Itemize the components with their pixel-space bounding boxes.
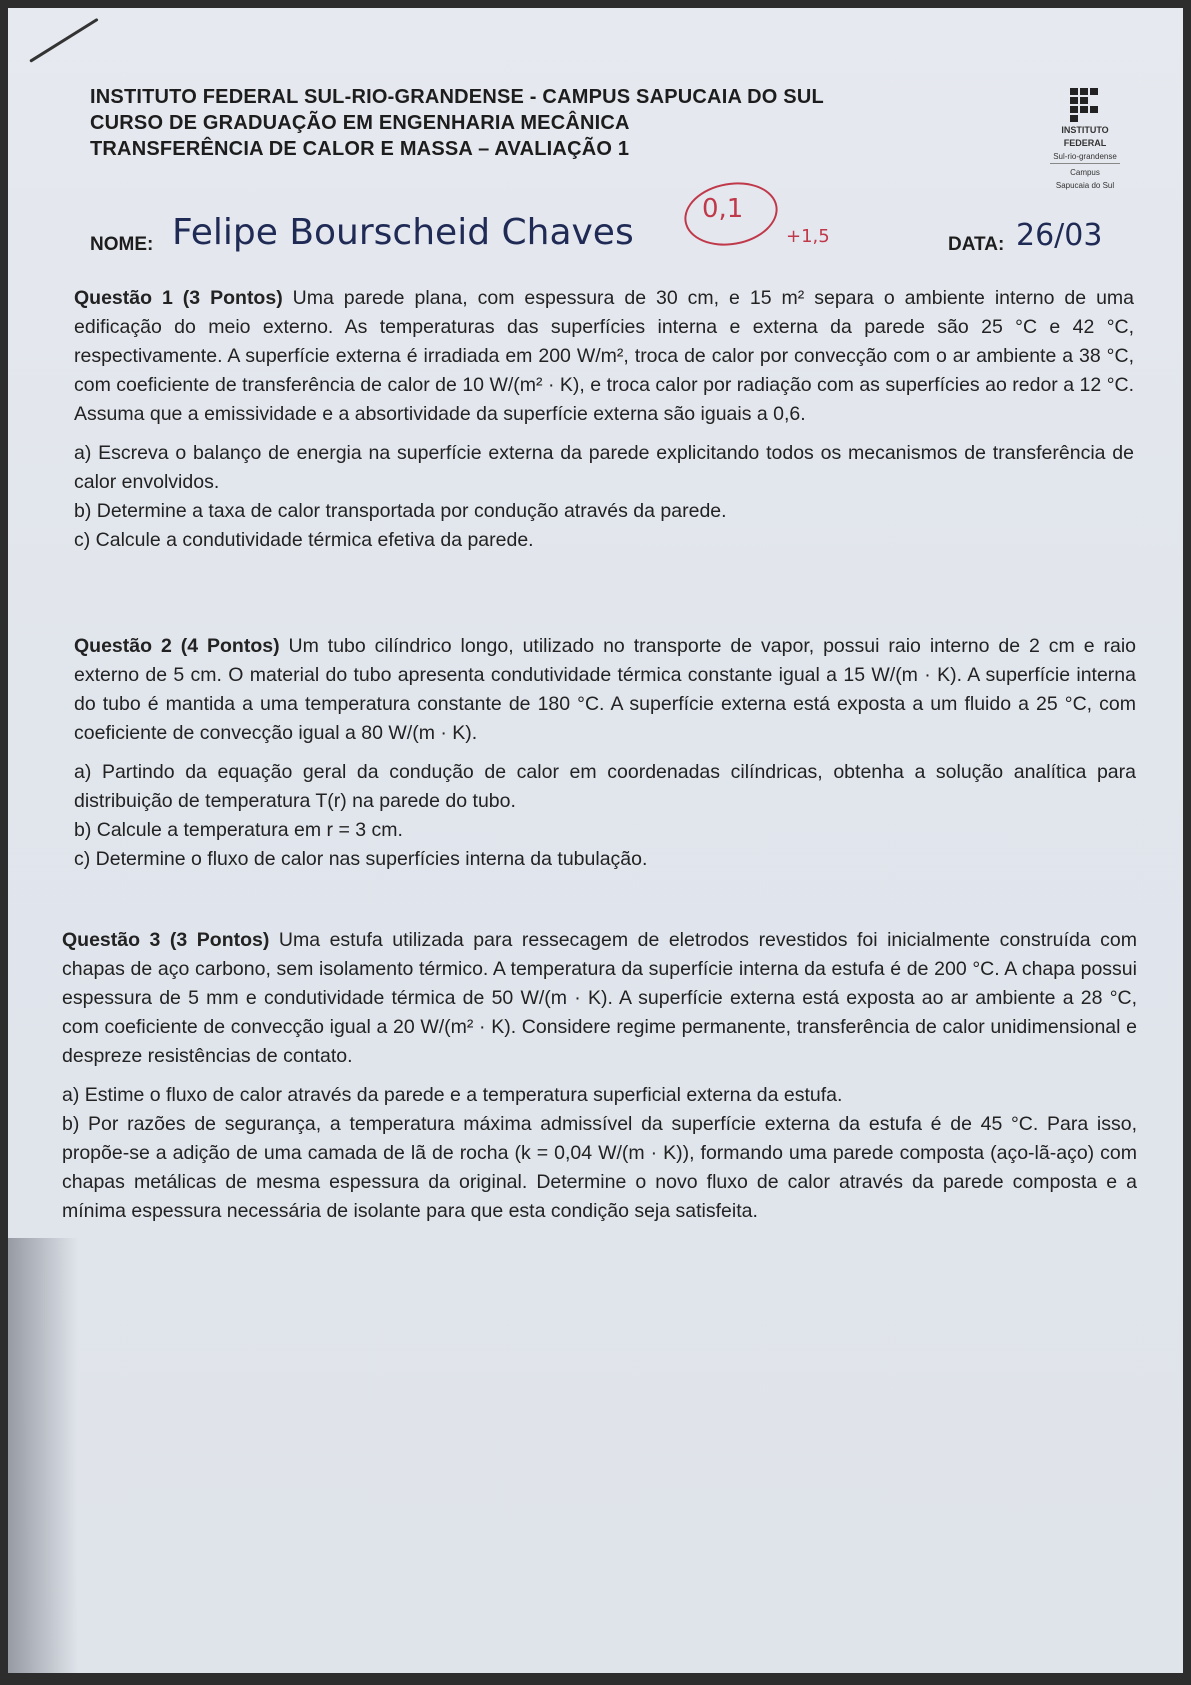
question-1	[74, 284, 1134, 555]
question-1-b: b) Determine a taxa de calor transportada por condução através da parede.	[74, 500, 727, 522]
student-name: Felipe Bourscheid Chaves	[172, 212, 634, 253]
logo-grid-icon	[1070, 88, 1100, 122]
question-2-title: Questão 2 (4 Pontos)	[74, 635, 280, 657]
question-3-body: Uma estufa utilizada para ressecagem de eletrodos revestidos foi inicialmente construída com chapas de aço carbono, sem isolamento térmico. A temperatura da superfície interna da estufa é de 200 °C. A chapa possui espessura de 5 mm e condutividade térmica de 50 W/(m · K). A superfície externa está exposta ao ar ambiente a 28 °C, com coeficiente de convecção igual a 20 W/(m² · K). Considere regime permanente, transferência de calor unidimensional e despreze resistências de contato.	[62, 929, 1137, 1067]
question-1-body: Uma parede plana, com espessura de 30 cm, e 15 m² separa o ambiente interno de uma edificação do meio externo. As temperaturas das superfícies interna e externa da parede são 25 °C e 42 °C, respectivamente. A superfície externa é irradiada em 200 W/m², troca de calor por convecção com o ar ambiente a 38 °C, com coeficiente de transferência de calor de 10 W/(m² · K), e troca calor por radiação com as superfícies ao redor a 12 °C. Assuma que a emissividade e a absortividade da superfície externa são iguais a 0,6.	[74, 287, 1135, 425]
question-2-body: Um tubo cilíndrico longo, utilizado no transporte de vapor, possui raio interno de 2 cm e raio externo de 5 cm. O material do tubo apresenta condutividade térmica constante igual a 15 W/(m · K). A superfície interna do tubo é mantida a uma temperatura constante de 180 °C. A superfície externa está exposta a um fluido a 25 °C, com coeficiente de convecção igual a 80 W/(m · K).	[74, 635, 1137, 744]
institution-title: INSTITUTO FEDERAL SUL-RIO-GRANDENSE - CAMPUS SAPUCAIA DO SUL	[90, 86, 824, 108]
name-row	[90, 212, 1170, 268]
institute-logo	[1040, 88, 1130, 198]
logo-text-1: INSTITUTO	[1061, 125, 1109, 135]
exam-title: TRANSFERÊNCIA DE CALOR E MASSA – AVALIAÇÃO 1	[90, 138, 630, 160]
page-shadow	[8, 1238, 78, 1673]
question-1-c: c) Calcule a condutividade térmica efetiva da parede.	[74, 529, 534, 551]
question-3	[62, 926, 1137, 1226]
question-3-title: Questão 3 (3 Pontos)	[62, 929, 270, 951]
logo-text-3: Sul-rio-grandense	[1053, 152, 1117, 161]
question-2-a: a) Partindo da equação geral da condução de calor em coordenadas cilíndricas, obtenha a solução analítica para distribuição de temperatura T(r) na parede do tubo.	[74, 761, 1136, 812]
logo-text-4: Campus	[1070, 168, 1100, 177]
question-3-a: a) Estime o fluxo de calor através da parede e a temperatura superficial externa da estufa.	[62, 1084, 843, 1106]
logo-text-2: FEDERAL	[1063, 138, 1107, 148]
question-1-a: a) Escreva o balanço de energia na superfície externa da parede explicitando todos os mecanismos de transferência de calor envolvidos.	[74, 442, 1134, 493]
question-2-c: c) Determine o fluxo de calor nas superfícies interna da tubulação.	[74, 848, 648, 870]
exam-sheet	[8, 8, 1183, 1673]
question-3-b: b) Por razões de segurança, a temperatura máxima admissível da superfície externa da estufa é de 45 °C. Para isso, propõe-se a adição de uma camada de lã de rocha (k = 0,04 W/(m · K)), formando uma parede composta (aço-lã-aço) com chapas metálicas de mesma espessura da original. Determine o novo fluxo de calor através da parede composta e a mínima espessura necessária de isolante para que esta condição seja satisfeita.	[62, 1113, 1137, 1222]
grade-bonus: +1,5	[786, 226, 830, 247]
question-1-title: Questão 1 (3 Pontos)	[74, 287, 283, 309]
logo-text-5: Sapucaia do Sul	[1055, 181, 1115, 190]
exam-header	[90, 84, 824, 162]
exam-date: 26/03	[1016, 218, 1103, 253]
question-2-b: b) Calcule a temperatura em r = 3 cm.	[74, 819, 403, 841]
name-label: NOME:	[90, 234, 154, 255]
question-2	[74, 632, 1136, 874]
grade-value: 0,1	[702, 194, 744, 224]
date-label: DATA:	[948, 234, 1005, 255]
course-title: CURSO DE GRADUAÇÃO EM ENGENHARIA MECÂNICA	[90, 112, 630, 134]
pen-mark	[29, 18, 98, 63]
